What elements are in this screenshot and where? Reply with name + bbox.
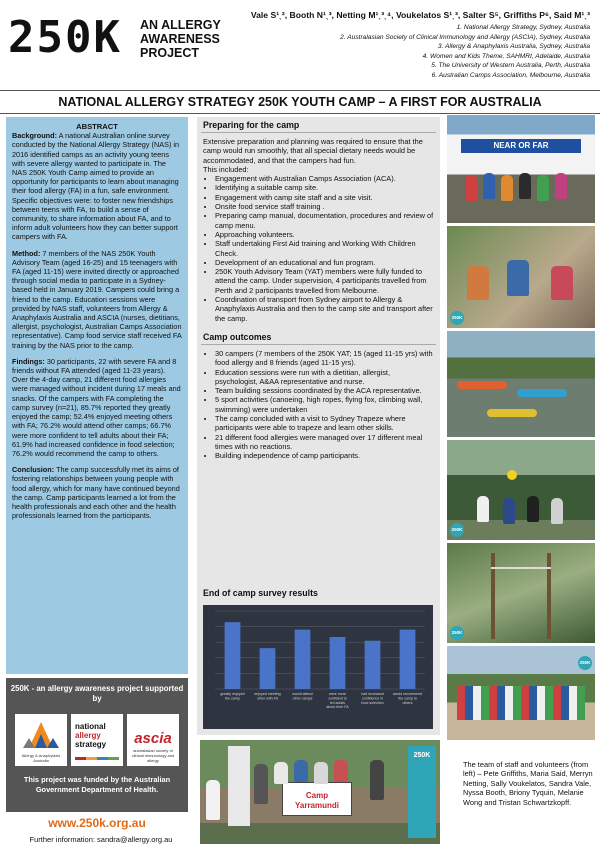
- included-label: This included:: [203, 164, 249, 174]
- affiliations: [210, 23, 590, 81]
- person-figure: [294, 760, 308, 782]
- chart-category-label: would attend other camps: [292, 692, 313, 701]
- author-block: [210, 10, 590, 81]
- list-item: • 21 different food allergies were managed over 17 different meal times with no reactions.: [215, 433, 434, 452]
- person-figure: [477, 496, 489, 522]
- canoe: [457, 381, 507, 389]
- 250k-badge-icon: 250K: [450, 523, 464, 537]
- list-item: • Preparing camp manual, documentation, procedures and review of camp menu.: [215, 211, 434, 230]
- rope: [491, 567, 551, 569]
- list-item: • Identifying a suitable camp site.: [215, 183, 434, 192]
- person-figure: [274, 762, 288, 784]
- affiliation: 3. Allergy & Anaphylaxis Australia, Sydney, Australia: [437, 43, 590, 51]
- abstract-panel: [6, 117, 188, 674]
- poster-title: NATIONAL ALLERGY STRATEGY 250K YOUTH CAMP – A FIRST FOR AUSTRALIA: [0, 90, 600, 114]
- photo-high-ropes: [447, 543, 595, 643]
- survey-bar-chart: [203, 605, 433, 729]
- person-figure: [334, 760, 348, 782]
- findings-label: Findings:: [12, 356, 45, 366]
- nas-word: allergy: [75, 731, 101, 740]
- outcomes-list: [203, 349, 434, 461]
- photo-group-session: [447, 226, 595, 328]
- survey-heading: End of camp survey results: [203, 588, 318, 598]
- chart-bar: [225, 622, 241, 689]
- list-item: • Team building sessions coordinated by the ACA representative.: [215, 386, 434, 395]
- photo-canoeing: [447, 331, 595, 437]
- main-panel: [197, 117, 440, 735]
- person-figure: [537, 175, 549, 201]
- photo-bus: [447, 115, 595, 223]
- affiliation: 4. Women and Kids Theme, SAHMRI, Adelaide, Australia: [422, 52, 590, 60]
- method-label: Method:: [12, 248, 41, 258]
- list-item: • Engagement with Australian Camps Association (ACA).: [215, 174, 434, 183]
- person-figure: [503, 498, 515, 524]
- chart-category-label: had increased confidence in food selection: [361, 692, 384, 705]
- chart-category-label: greatly enjoyed the camp: [220, 692, 245, 701]
- photo-team: [200, 740, 440, 844]
- list-item: • The camp concluded with a visit to Sydney Trapeze where participants were able to trapeze and learn other skills.: [215, 414, 434, 433]
- author-names: Vale S¹ˎ², Booth N¹ˎ³, Netting M¹ˎ³ˎ⁴, Voukelatos S¹ˎ³, Salter S⁵, Griffiths P⁶, Said M¹ˎ³: [250, 10, 590, 20]
- outcomes-section: [197, 349, 440, 461]
- banner-stand: [228, 746, 250, 826]
- list-item: • Coordination of transport from Sydney airport to Allergy & Anaphylaxis Australia and then to the camp site and transport after the camp.: [215, 295, 434, 323]
- balloon: [507, 470, 517, 480]
- survey-chart: [203, 605, 433, 729]
- chart-bar: [365, 641, 381, 689]
- logo-line: PROJECT: [140, 46, 200, 60]
- funding-statement: This project was funded by the Australian Government Department of Health.: [23, 775, 171, 794]
- logo1-caption: Allergy & Anaphylaxis Australia: [21, 753, 61, 763]
- triangle-logo-icon: [15, 714, 67, 754]
- person-figure: [555, 173, 567, 199]
- preparing-list: [203, 174, 434, 323]
- person-figure: [551, 266, 573, 300]
- person-figure: [527, 496, 539, 522]
- list-item: • 5 sport activities (canoeing, high ropes, flying fox, climbing wall, swimming) were undertaken: [215, 395, 434, 414]
- person-figure: [206, 780, 220, 820]
- chart-bar: [295, 630, 311, 689]
- list-item: • Education sessions were run with a dietitian, allergist, psychologist, A&AA representative and nurse.: [215, 368, 434, 387]
- nas-word: strategy: [75, 740, 107, 749]
- nas-logo-text: [75, 722, 106, 749]
- allergy-anaphylaxis-logo: [15, 714, 67, 766]
- sponsor-logos: [6, 714, 188, 768]
- 250k-badge-icon: 250K: [450, 311, 464, 325]
- outcomes-heading: Camp outcomes: [203, 331, 272, 342]
- preparing-heading: Preparing for the camp: [203, 120, 300, 130]
- conclusion-text: The camp successfully met its aims of fostering relationships between young people with food allergy, which for many have continued beyond the camp. Camp participants learned a lot from the health professionals and each other and the health professionals learned from the participants.: [12, 465, 180, 521]
- photo-caption: The team of staff and volunteers (from left) – Pete Griffiths, Maria Said, Merryn Netting, Sally Voukelatos, Sandra Vale, Nyssa Booth, Briony Tyquin, Melanie Wong and Tristan Schwartzkopff.: [463, 760, 593, 807]
- canoe: [517, 389, 567, 397]
- chart-bar: [330, 637, 346, 689]
- affiliation: 2. Australasian Society of Clinical Immunology and Allergy (ASCIA), Sydney, Australia: [340, 33, 590, 41]
- 250k-badge-icon: 250K: [578, 656, 592, 670]
- ascia-logo: [127, 714, 179, 766]
- nas-logo: [71, 714, 123, 766]
- chart-bar: [400, 630, 416, 689]
- abstract-background: [12, 131, 182, 241]
- affiliation: 5. The University of Western Australia, Perth, Australia: [431, 62, 590, 70]
- photo-group-shot: [447, 646, 595, 740]
- background-text: A national Australian online survey conducted by the National Allergy Strategy (NAS) in 2016 identified camps as an activity young teens with severe allergy wanted to participate in. The NAS 250K Youth Camp aimed to provide an opportunity for participants to learn about managing their food allergy (FA) in a fun, safe environment. Specific objectives were: to foster new friendships between teens with FA, to build a sense of community, to share information about FA, and to inform adult volunteers how they can better support campers with FA.: [12, 131, 180, 242]
- preparing-section: [197, 137, 440, 323]
- list-item: • Approaching volunteers.: [215, 230, 434, 239]
- person-figure: [314, 762, 328, 784]
- ascia-wordmark: ascia: [134, 730, 172, 747]
- logo-line: AN ALLERGY: [140, 18, 221, 32]
- section-divider: [201, 344, 436, 345]
- support-heading: 250K - an allergy awareness project supported by: [10, 684, 184, 703]
- logo-text: [140, 18, 221, 60]
- list-item: • Building independence of camp participants.: [215, 451, 434, 460]
- list-item: • Engagement with camp site staff and a site visit.: [215, 193, 434, 202]
- chart-category-label: would recommend the camp to others: [392, 692, 423, 705]
- person-figure: [465, 175, 477, 201]
- list-item: • 250K Youth Advisory Team (YAT) members were fully funded to attend the camp. Under supervision, 4 participants travelled from Perth and 2 participants travelled from Melbourne.: [215, 267, 434, 295]
- canoe: [487, 409, 537, 417]
- support-panel: [6, 678, 188, 812]
- abstract-findings: [12, 357, 182, 458]
- nas-word: national: [75, 722, 106, 731]
- person-figure: [507, 260, 529, 296]
- affiliation: 1. National Allergy Strategy, Sydney, Australia: [456, 24, 590, 31]
- group-of-campers: [457, 686, 585, 720]
- person-figure: [551, 498, 563, 524]
- logo-number: 250K: [8, 12, 122, 63]
- pole: [491, 553, 495, 639]
- list-item: • 30 campers (7 members of the 250K YAT; 15 (aged 11-15 yrs) with food allergy and 8 friends (aged 11-15 yrs).: [215, 349, 434, 368]
- person-figure: [370, 760, 384, 800]
- method-text: 7 members of the NAS 250K Youth Advisory Team (aged 16-25) and 15 teenagers with FA (aged 11-15) were invited directly or approached through social media to participate in a Sydney-based held in January 2019. Campers could bring a friend to the camp. Education sessions were provided by NAS staff, volunteers from Allergy & Anaphylaxis Australia and ASCIA (nurses, dietitians, allergist, psychologist, Australian Camps Association representative). Camp food service staff received FA training by the NAS prior to the camp.: [12, 248, 182, 350]
- person-figure: [254, 764, 268, 804]
- person-figure: [467, 266, 489, 300]
- abstract-heading: ABSTRACT: [76, 122, 118, 131]
- photo-outdoor-game: [447, 440, 595, 540]
- project-logo: [8, 6, 223, 78]
- bus-sign: NEAR OR FAR: [461, 139, 581, 153]
- findings-text: 30 participants, 22 with severe FA and 8 friends without FA attended (aged 11-23 years). Over the 4-day camp, 21 different food allergies were managed without incident during 17 meals and snacks. Of the campers with FA completing the camp survey (n=21), 85.7% reported they greatly enjoyed the camp; 52.4% enjoyed meeting others with FA; 76.2% would attend other camps; 66.7% were more confident to tell adults about their FA; 61.9% had increased confidence in food selection; 76.2% would recommend the camp to others.: [12, 356, 181, 458]
- chart-category-label: were more confident to tell adults about their FA: [326, 692, 349, 710]
- list-item: • Onsite food service staff training .: [215, 202, 434, 211]
- chart-category-label: enjoyed meeting other with FA: [254, 692, 281, 701]
- abstract-conclusion: [12, 465, 182, 520]
- abstract-method: [12, 249, 182, 350]
- person-figure: [483, 173, 495, 199]
- logo3-caption: australasian society of clinical immunology and allergy: [131, 748, 175, 763]
- pole: [547, 553, 551, 639]
- website-link[interactable]: www.250k.org.au: [48, 816, 146, 830]
- logo-line: AWARENESS: [140, 32, 220, 46]
- 250k-badge-icon: 250K: [450, 626, 464, 640]
- chart-bar: [260, 648, 276, 689]
- background-label: Background:: [12, 131, 57, 141]
- list-item: • Development of an educational and fun program.: [215, 258, 434, 267]
- section-divider: [201, 132, 436, 133]
- person-figure: [501, 175, 513, 201]
- conclusion-label: Conclusion:: [12, 465, 55, 475]
- nas-colour-bar: [75, 757, 119, 760]
- person-figure: [519, 173, 531, 199]
- camp-sign: Camp Yarramundi: [282, 782, 352, 816]
- affiliation: 6. Australian Camps Association, Melbourne, Australia: [431, 71, 590, 79]
- preparing-intro: Extensive preparation and planning was required to ensure that the camp would run smoothly, that all special dietary needs would be accommodated, and that the campers had fun.: [203, 137, 423, 165]
- 250k-banner: 250K: [408, 746, 436, 838]
- contact-info: Further information: sandra@allergy.org.au: [29, 835, 173, 844]
- list-item: • Staff undertaking First Aid training and Working With Children Check.: [215, 239, 434, 258]
